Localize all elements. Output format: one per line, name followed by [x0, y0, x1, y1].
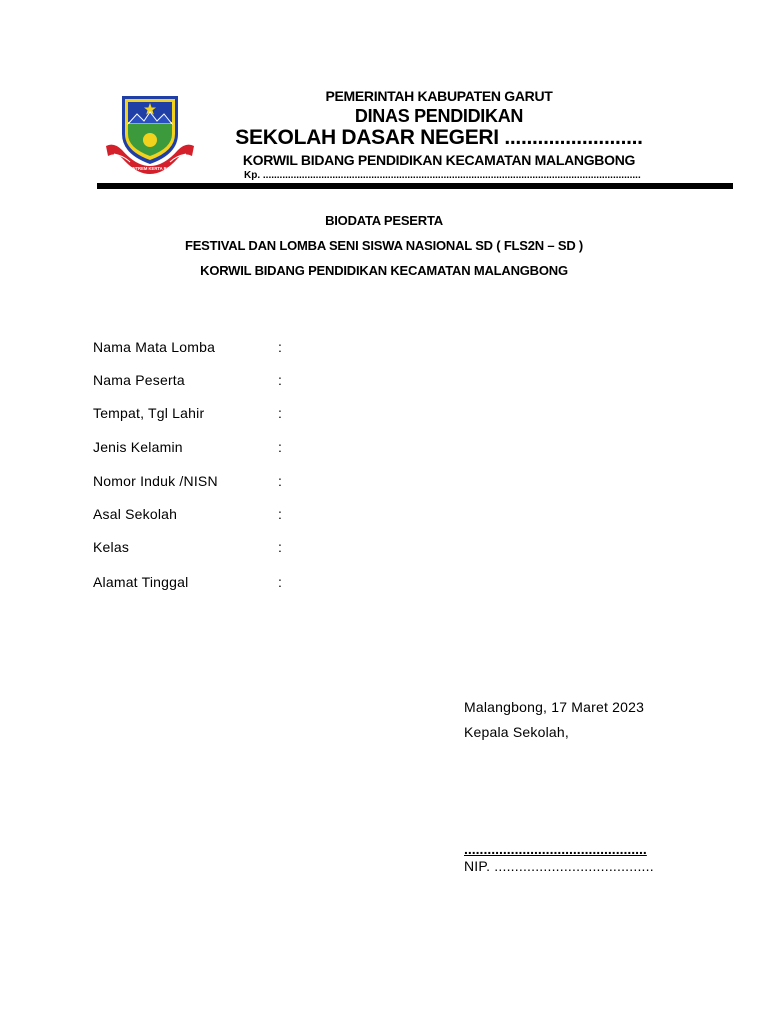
- field-colon: :: [278, 473, 282, 489]
- field-label-competition: Nama Mata Lomba: [93, 339, 216, 355]
- field-label-address: Alamat Tinggal: [93, 574, 189, 590]
- field-colon: :: [278, 539, 282, 555]
- signature-nip: NIP. .......................................: [464, 858, 654, 874]
- field-colon: :: [278, 574, 282, 590]
- field-colon: :: [278, 372, 282, 388]
- letterhead-divider: [97, 183, 733, 189]
- signature-place-date: Malangbong, 17 Maret 2023: [464, 699, 645, 715]
- letterhead-district: KORWIL BIDANG PENDIDIKAN KECAMATAN MALANGBONG: [242, 152, 636, 168]
- letterhead-agency: DINAS PENDIDIKAN: [354, 106, 524, 126]
- field-label-participant-name: Nama Peserta: [93, 372, 185, 388]
- field-label-birth-place-date: Tempat, Tgl Lahir: [93, 405, 205, 421]
- letterhead-government: PEMERINTAH KABUPATEN GARUT: [325, 88, 553, 104]
- document-subtitle-event: FESTIVAL DAN LOMBA SENI SISWA NASIONAL SD ( FLS2N – SD ): [184, 238, 584, 253]
- signature-position: Kepala Sekolah,: [464, 724, 569, 740]
- field-colon: :: [278, 506, 282, 522]
- field-colon: :: [278, 439, 282, 455]
- logo-motto: TATA TENTREM KERTA RAHARJA: [115, 166, 185, 171]
- document-title: BIODATA PESERTA: [325, 213, 443, 228]
- field-colon: :: [278, 405, 282, 421]
- field-label-gender: Jenis Kelamin: [93, 439, 183, 455]
- letterhead-school-name: SEKOLAH DASAR NEGERI .........................: [235, 126, 643, 149]
- field-label-class: Kelas: [93, 539, 130, 555]
- field-label-nisn: Nomor Induk /NISN: [93, 473, 218, 489]
- document-subtitle-district: KORWIL BIDANG PENDIDIKAN KECAMATAN MALANGBONG: [200, 263, 568, 278]
- letterhead-address: Kp. ........................................................................................................................................: [244, 170, 641, 181]
- field-label-school-origin: Asal Sekolah: [93, 506, 178, 522]
- signature-name-line: ...............................................: [464, 841, 647, 857]
- field-colon: :: [278, 339, 282, 355]
